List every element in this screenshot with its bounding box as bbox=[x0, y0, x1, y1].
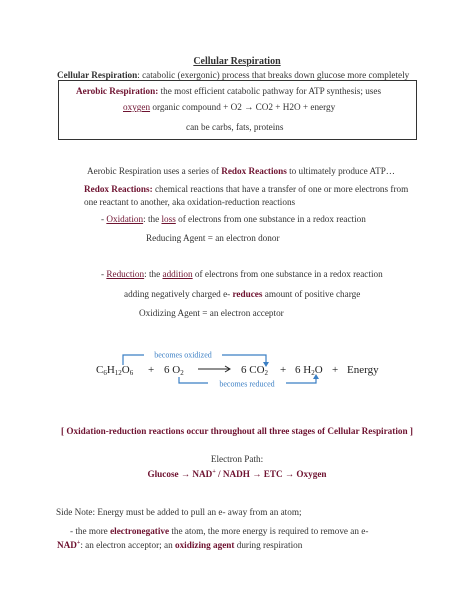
oxidized-label: becomes oxidized bbox=[154, 350, 212, 360]
reduction-dash: - bbox=[101, 269, 107, 279]
aerobic-term: Aerobic Respiration: bbox=[76, 86, 159, 96]
electronegative-line bbox=[70, 526, 368, 536]
electron-path bbox=[0, 469, 474, 479]
reducing-agent: Reducing Agent = an electron donor bbox=[146, 233, 280, 243]
oxidation-dash: - bbox=[101, 214, 107, 224]
electron-path-start: Glucose → NAD bbox=[147, 469, 213, 479]
co2-formula: 6 CO2 bbox=[241, 364, 269, 377]
plus-1: + bbox=[148, 364, 155, 376]
aerobic-redox-pre: Aerobic Respiration uses a series of bbox=[87, 166, 222, 176]
nad-mid: : an electron acceptor; an bbox=[80, 540, 175, 550]
reduced-label: becomes reduced bbox=[219, 379, 275, 389]
nad-word: NAD bbox=[57, 540, 77, 550]
water-formula: 6 H2O bbox=[295, 364, 323, 377]
reduction-line bbox=[101, 269, 383, 279]
reduction-rest: of electrons from one substance in a redox reaction bbox=[192, 269, 383, 279]
aerobic-redox-post: to ultimately produce ATP… bbox=[286, 166, 395, 176]
redox-equation-diagram bbox=[92, 342, 384, 392]
aerobic-redox-line bbox=[87, 166, 395, 176]
oxidation-rest: of electrons from one substance in a redox reaction bbox=[175, 214, 366, 224]
oxidation-line bbox=[101, 214, 366, 224]
reduces-word: reduces bbox=[232, 289, 263, 299]
redox-def-text1: chemical reactions that have a transfer of one or more electrons from bbox=[152, 184, 409, 194]
loss-word: loss bbox=[161, 214, 176, 224]
redox-def-line2: one reactant to another, aka oxidation-reduction reactions bbox=[84, 197, 296, 207]
definition-text: : catabolic (exergonic) process that breaks down glucose more completely bbox=[137, 70, 410, 80]
reduction-line2 bbox=[124, 289, 360, 299]
electron-path-sup: + bbox=[212, 468, 216, 475]
oxidizing-agent-term: oxidizing agent bbox=[174, 540, 235, 550]
electronegative-word: electronegative bbox=[110, 526, 170, 536]
redox-def-line1 bbox=[84, 184, 408, 194]
definition-line bbox=[57, 70, 409, 80]
reduction-line2-pre: adding negatively charged e- bbox=[124, 289, 233, 299]
redox-stages-note: [ Oxidation-reduction reactions occur throughout all three stages of Cellular Respiration ] bbox=[61, 426, 413, 436]
oxidizing-agent: Oxidizing Agent = an electron acceptor bbox=[139, 308, 284, 318]
nad-sup: + bbox=[76, 539, 81, 546]
reduction-mid: : the bbox=[144, 269, 163, 279]
redox-term: Redox Reactions bbox=[221, 166, 287, 176]
side-note: Side Note: Energy must be added to pull an e- away from an atom; bbox=[56, 507, 302, 517]
oxidation-mid: : the bbox=[143, 214, 162, 224]
aerobic-note: can be carbs, fats, proteins bbox=[186, 122, 284, 132]
definition-term: Cellular Respiration bbox=[57, 70, 138, 80]
electroneg-post: the atom, the more energy is required to remove an e- bbox=[169, 526, 369, 536]
plus-2: + bbox=[280, 364, 287, 376]
glucose-formula: C6H12O6 bbox=[96, 364, 134, 377]
aerobic-equation bbox=[123, 102, 335, 112]
reduction-line2-post: amount of positive charge bbox=[262, 289, 361, 299]
nad-line bbox=[57, 540, 302, 550]
plus-3: + bbox=[332, 364, 339, 376]
aerobic-text: the most efficient catabolic pathway for ATP synthesis; uses bbox=[158, 86, 382, 96]
oxidation-term: Oxidation bbox=[106, 214, 144, 224]
addition-word: addition bbox=[162, 269, 193, 279]
aerobic-def bbox=[76, 86, 381, 96]
oxygen-word: oxygen bbox=[123, 102, 151, 112]
electroneg-pre: - the more bbox=[70, 526, 111, 536]
page-title: Cellular Respiration bbox=[193, 56, 281, 67]
reduction-term: Reduction bbox=[106, 269, 145, 279]
electron-path-rest: / NADH → ETC → Oxygen bbox=[215, 469, 327, 479]
redox-def-term: Redox Reactions: bbox=[84, 184, 153, 194]
electron-path-heading: Electron Path: bbox=[210, 454, 264, 464]
oxygen-formula: 6 O2 bbox=[164, 364, 184, 377]
equation-text: organic compound + O2 → CO2 + H2O + energy bbox=[150, 102, 336, 112]
nad-post: during respiration bbox=[234, 540, 303, 550]
energy-word: Energy bbox=[347, 364, 379, 376]
